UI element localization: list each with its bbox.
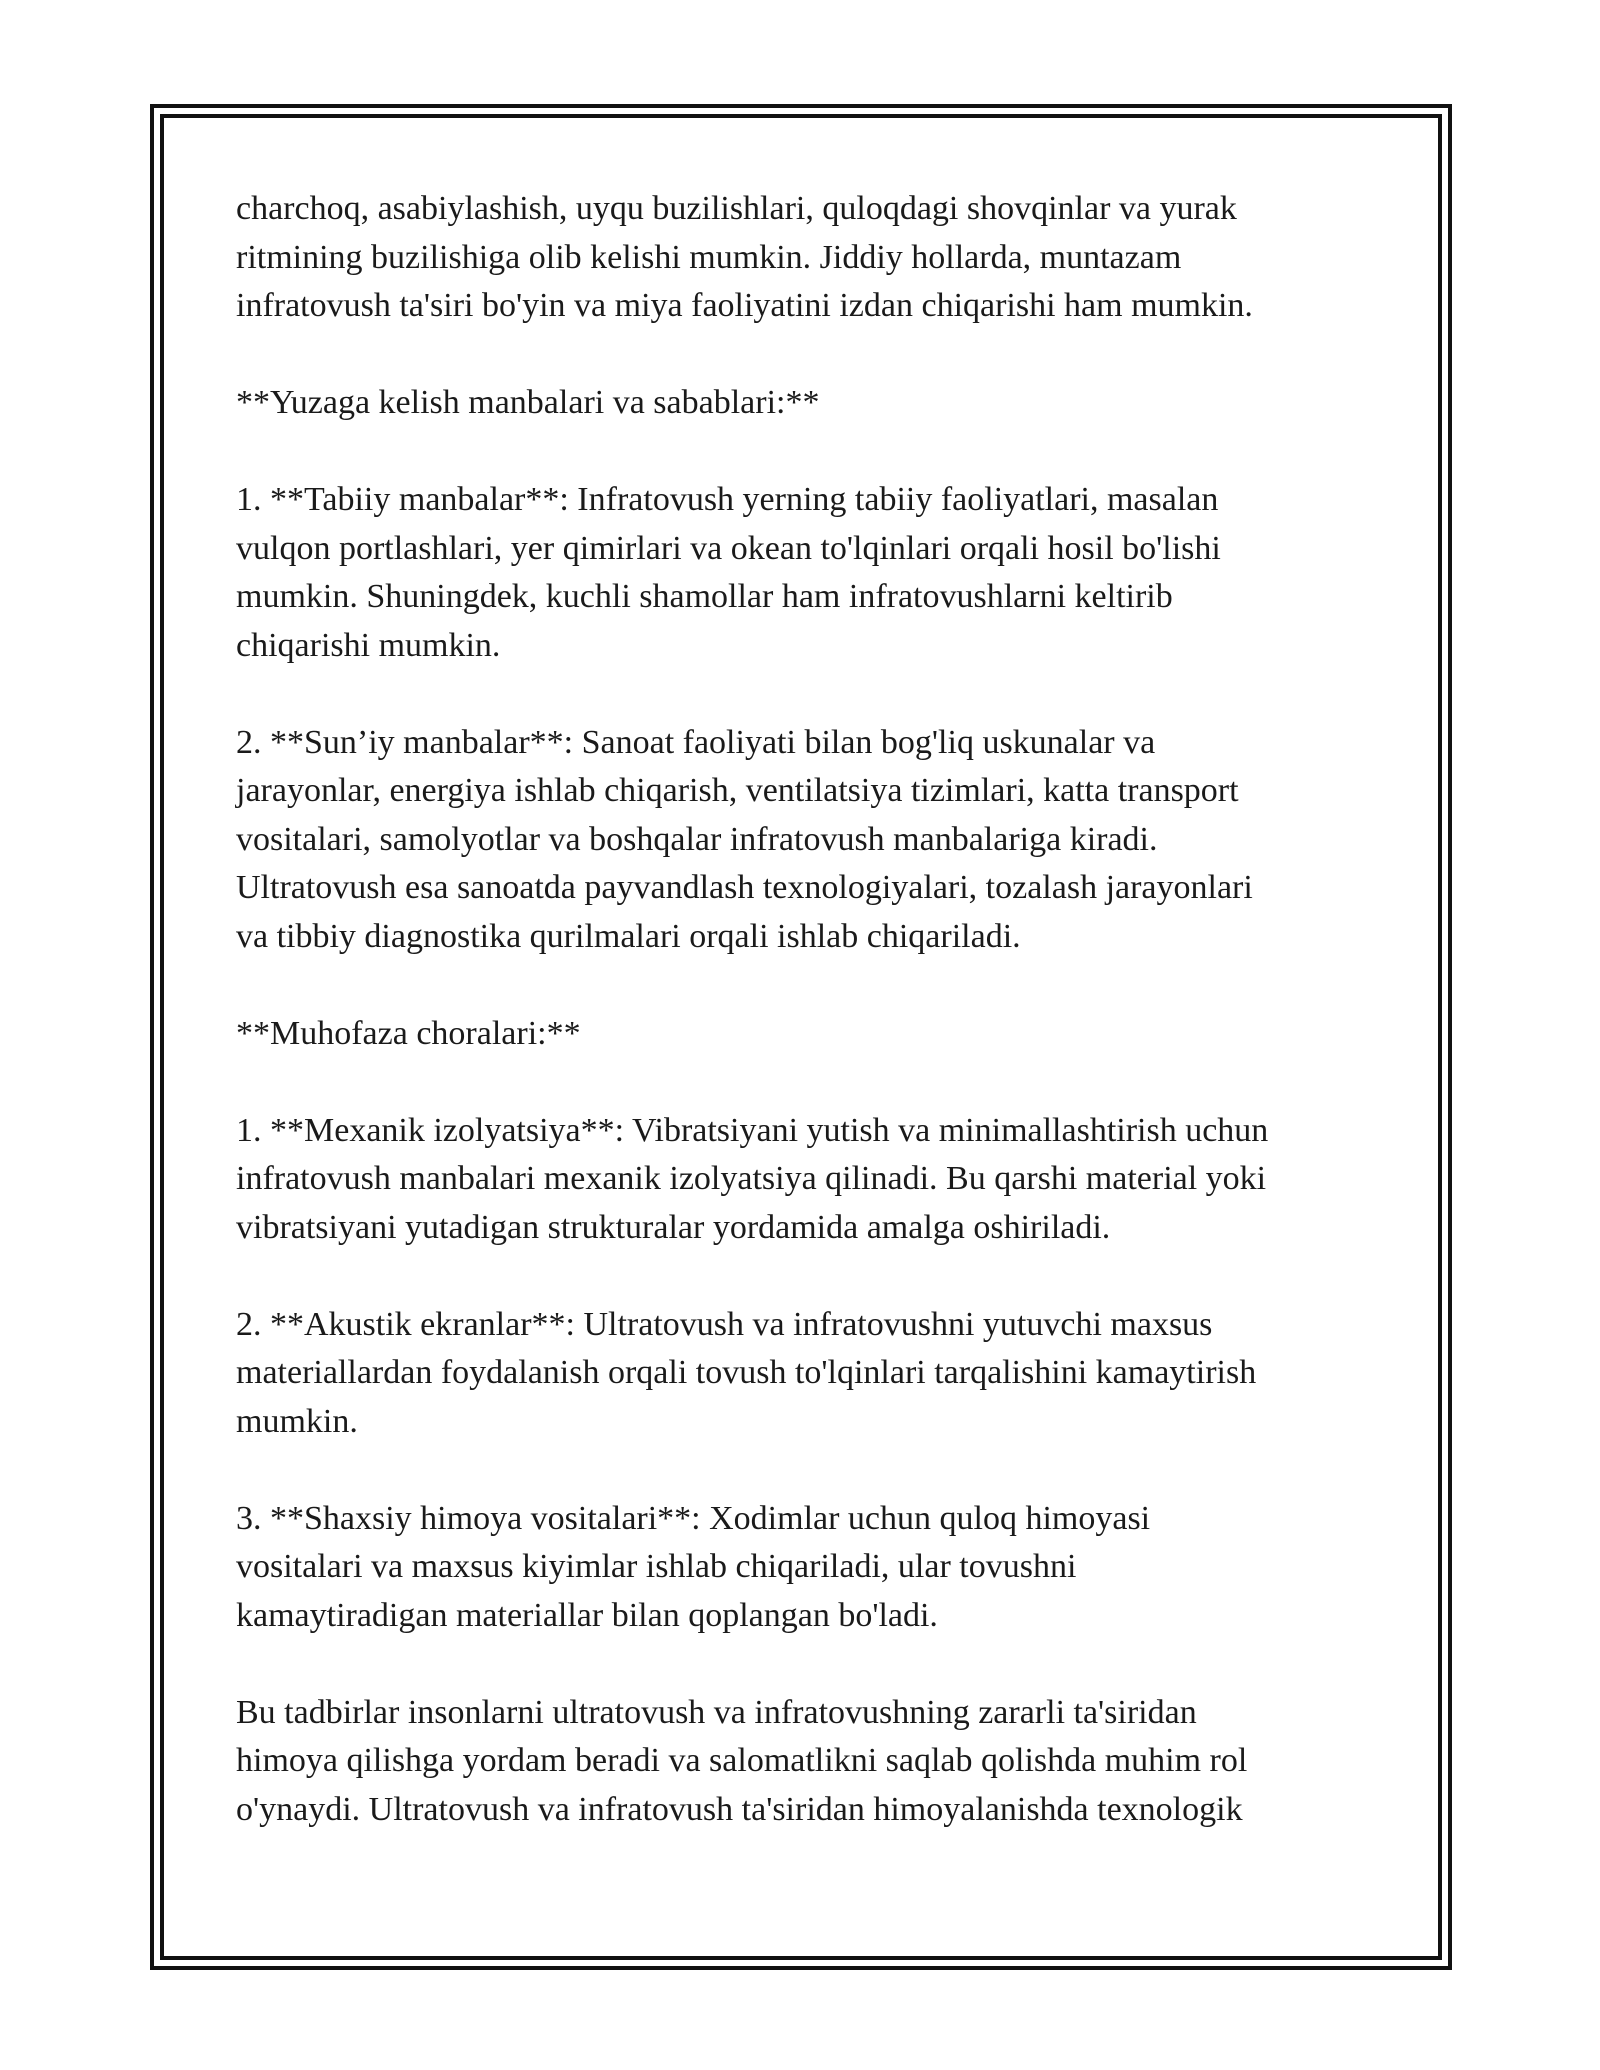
- text-line: jarayonlar, energiya ishlab chiqarish, ventilatsiya tizimlari, katta transport: [236, 772, 1239, 809]
- text-line: kamaytiradigan materiallar bilan qoplangan bo'ladi.: [236, 1596, 938, 1634]
- section-heading-sources: [236, 379, 1396, 428]
- text-line: vibratsiyani yutadigan strukturalar yordamida amalga oshiriladi.: [236, 1208, 1111, 1246]
- text-line: mumkin.: [236, 1402, 358, 1440]
- text-line: materiallardan foydalanish orqali tovush to'lqinlari tarqalishini kamaytirish: [236, 1354, 1257, 1391]
- text-line: Ultratovush esa sanoatda payvandlash texnologiyalari, tozalash jarayonlari: [236, 869, 1253, 906]
- text-line: Bu tadbirlar insonlarni ultratovush va infratovushning zararli ta'siridan: [236, 1693, 1197, 1731]
- text-line: vositalari va maxsus kiyimlar ishlab chiqariladi, ular tovushni: [236, 1548, 1077, 1585]
- list-item-acoustic-screens: [236, 1301, 1396, 1447]
- text-line: infratovush ta'siri bo'yin va miya faoliyatini izdan chiqarishi ham mumkin.: [236, 287, 1253, 324]
- section-heading-protection: [236, 1010, 1396, 1059]
- text-line: va tibbiy diagnostika qurilmalari orqali ishlab chiqariladi.: [236, 917, 1021, 955]
- list-item-artificial-sources: [236, 719, 1396, 962]
- list-item-natural-sources: [236, 476, 1396, 670]
- text-line: himoya qilishga yordam beradi va salomatlikni saqlab qolishda muhim rol: [236, 1742, 1248, 1779]
- text-line: 2. **Akustik ekranlar**: Ultratovush va infratovushni yutuvchi maxsus: [236, 1305, 1213, 1343]
- text-line: ritmining buzilishiga olib kelishi mumkin. Jiddiy hollarda, muntazam: [236, 238, 1182, 276]
- text-line: chiqarishi mumkin.: [236, 626, 501, 664]
- text-line: vositalari, samolyotlar va boshqalar infratovush manbalariga kiradi.: [236, 820, 1158, 858]
- text-line: o'ynaydi. Ultratovush va infratovush ta'siridan himoyalanishda texnologik: [236, 1790, 1243, 1828]
- text-line: vulqon portlashlari, yer qimirlari va okean to'lqinlari orqali hosil bo'lishi: [236, 529, 1221, 567]
- text-line: **Yuzaga kelish manbalari va sabablari:**: [236, 384, 820, 421]
- document-body: [236, 185, 1396, 1834]
- text-line: mumkin. Shuningdek, kuchli shamollar ham infratovushlarni keltirib: [236, 578, 1173, 615]
- text-line: 1. **Mexanik izolyatsiya**: Vibratsiyani yutish va minimallashtirish uchun: [236, 1111, 1269, 1149]
- list-item-mechanical-isolation: [236, 1107, 1396, 1253]
- text-line: 1. **Tabiiy manbalar**: Infratovush yerning tabiiy faoliyatlari, masalan: [236, 481, 1219, 518]
- text-line: charchoq, asabiylashish, uyqu buzilishlari, quloqdagi shovqinlar va yurak: [236, 190, 1237, 227]
- paragraph-conclusion: [236, 1689, 1396, 1835]
- list-item-personal-protection: [236, 1495, 1396, 1641]
- text-line: 3. **Shaxsiy himoya vositalari**: Xodimlar uchun quloq himoyasi: [236, 1499, 1151, 1537]
- text-line: 2. **Sun’iy manbalar**: Sanoat faoliyati bilan bog'liq uskunalar va: [236, 723, 1156, 761]
- paragraph-health-effects: [236, 185, 1396, 331]
- text-line: infratovush manbalari mexanik izolyatsiya qilinadi. Bu qarshi material yoki: [236, 1160, 1267, 1197]
- text-line: **Muhofaza choralari:**: [236, 1014, 581, 1052]
